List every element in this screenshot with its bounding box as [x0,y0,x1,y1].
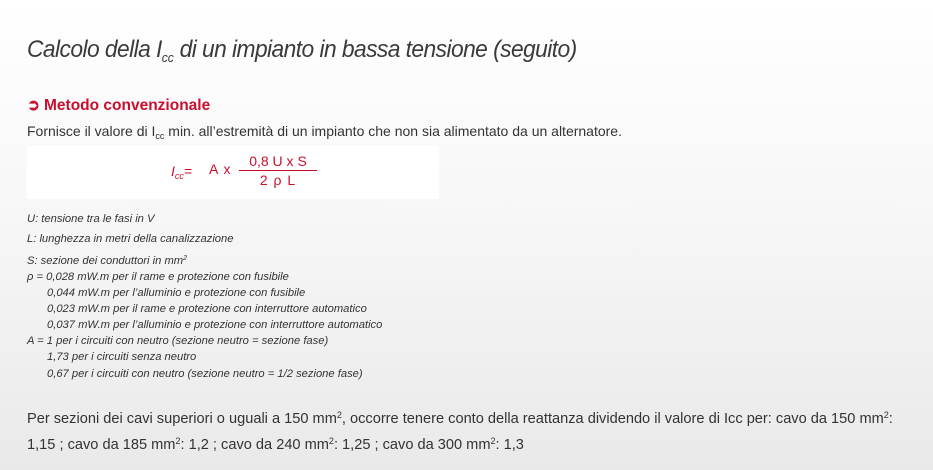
formula-denominator: 2 ρ L [259,172,297,188]
title-subscript: cc [161,50,174,65]
footer-superscript: 2 [175,436,181,446]
formula-coefficient: A x [209,161,232,177]
footer-superscript: 2 [328,436,334,446]
footer-text: : 1,25 ; cavo da 300 mm [333,437,491,453]
definitions-list [27,210,382,382]
footer-paragraph [27,404,912,456]
footer-text: Per sezioni dei cavi superiori o uguali a 150 mm [27,411,337,427]
title-text-start: Calcolo della I [27,36,162,63]
formula-box [27,146,439,199]
footer-text: : 1,3 [495,437,524,453]
rho-values [27,269,382,334]
rho-value-row: 0,023 mW.m per il rame e protezione con interruttore automatico [47,302,367,315]
formula-numerator: 0,8 U x S [239,153,317,171]
intro-text-start: Fornisce il valore di I [27,123,156,139]
a-values [27,333,382,382]
rho-value-row: ρ = 0,028 mW.m per il rame e protezione con fusibile [27,270,289,283]
definition-u: U: tensione tra le fasi in V [27,213,155,225]
intro-text-end: min. all’estremità di un impianto che non sia alimentato da un alternatore. [164,123,622,139]
a-value-row: 1,73 per i circuiti senza neutro [47,351,197,364]
intro-paragraph [27,123,622,141]
footer-text: : 1,15 ; cavo da 185 mm [27,411,893,453]
footer-text: , occorre tenere conto della reattanza dividendo il valore di Icc per: cavo da 150 mm [341,411,884,427]
page-title [27,36,577,65]
formula-lhs-subscript: cc [174,171,184,181]
formula-equals: = [183,163,193,179]
footer-superscript: 2 [490,436,496,446]
intro-subscript: cc [155,131,165,141]
definition-l: L: lunghezza in metri della canalizzazione [27,232,234,245]
definition-s-text: S: sezione dei conduttori in mm [27,255,184,267]
a-value-row: A = 1 per i circuiti con neutro (sezione neutro = sezione fase) [27,335,329,348]
rho-value-row: 0,044 mW.m per l’alluminio e protezione con fusibile [47,286,306,299]
footer-superscript: 2 [336,410,342,420]
section-heading [27,96,210,115]
definition-s [27,249,382,269]
rho-value-row: 0,037 mW.m per l’alluminio e protezione con interruttore automatico [47,319,383,332]
title-text-end: di un impianto in bassa tensione (seguito) [173,36,577,63]
footer-text: : 1,2 ; cavo da 240 mm [180,437,329,453]
formula-lhs [171,163,192,181]
formula-fraction [239,153,317,188]
section-heading-label: Metodo convenzionale [44,97,211,114]
formula-lhs-symbol: I [171,163,175,179]
a-value-row: 0,67 per i circuiti con neutro (sezione neutro = 1/2 sezione fase) [47,367,363,380]
footer-superscript: 2 [883,410,889,420]
definition-s-superscript: 2 [183,255,187,262]
arrow-bullet-icon: ➲ [27,97,40,114]
